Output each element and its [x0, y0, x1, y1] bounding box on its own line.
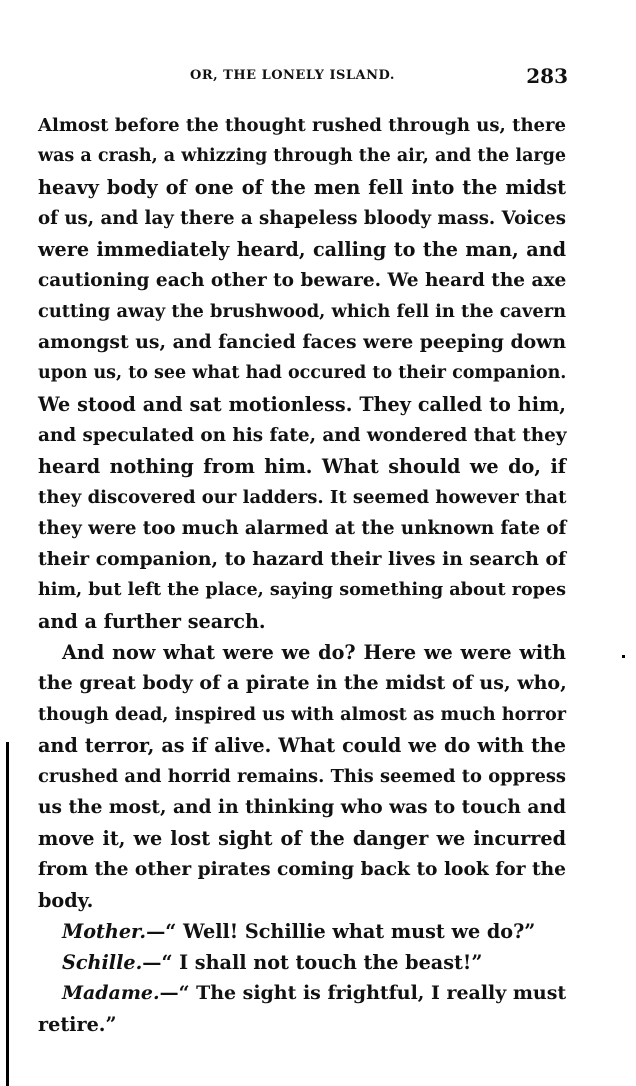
- text-line: him, but left the place, saying something about ropes: [38, 580, 566, 600]
- running-title: OR, THE LONELY ISLAND.: [190, 68, 395, 83]
- text-line: Almost before the thought rushed through us, there: [38, 115, 566, 136]
- dialogue-continuation: retire.”: [38, 1013, 117, 1036]
- speaker-name: Madame.: [62, 982, 160, 1004]
- text-line: heavy body of one of the men fell into the midst: [38, 176, 566, 199]
- dialogue-text: —“ Well! Schillie what must we do?”: [146, 920, 536, 943]
- text-line: heard nothing from him. What should we do, if: [38, 455, 566, 478]
- text-line: amongst us, and fancied faces were peeping down: [38, 331, 566, 353]
- text-line: us the most, and in thinking who was to touch and: [38, 797, 566, 818]
- dialogue-line: [38, 947, 566, 978]
- text-line: from the other pirates coming back to look for the: [38, 858, 566, 880]
- dialogue-text: —“ The sight is frightful, I really must: [159, 982, 567, 1004]
- text-line: And now what were we do? Here we were with: [62, 641, 566, 664]
- speaker-name: Schille.: [62, 951, 143, 974]
- scan-edge-rule: [6, 742, 9, 1086]
- dialogue-line: [38, 978, 566, 1009]
- text-line: and speculated on his fate, and wondered that they: [38, 425, 567, 446]
- page-header: [38, 64, 568, 94]
- text-line: crushed and horrid remains. This seemed to oppress: [38, 766, 566, 787]
- text-line: they discovered our ladders. It seemed however that: [38, 487, 567, 508]
- text-line: We stood and sat motionless. They called to him,: [38, 393, 566, 416]
- dialogue-line: [38, 916, 566, 947]
- dialogue-text: —“ I shall not touch the beast!”: [142, 951, 483, 974]
- text-line: and a further search.: [38, 610, 266, 633]
- text-line: were immediately heard, calling to the man, and: [38, 238, 566, 261]
- page-body: [38, 110, 566, 1040]
- speaker-name: Mother.: [62, 920, 147, 943]
- text-line: body.: [38, 889, 94, 912]
- text-line: cautioning each other to beware. We heard the axe: [38, 270, 567, 291]
- paragraph-2: [38, 637, 566, 916]
- dialogue: [38, 916, 566, 1040]
- page-number: 283: [526, 64, 568, 88]
- text-line: upon us, to see what had occured to their companion.: [38, 363, 567, 383]
- paragraph-1: [38, 110, 566, 637]
- text-line: of us, and lay there a shapeless bloody mass. Voices: [38, 208, 566, 229]
- text-line: the great body of a pirate in the midst of us, who,: [38, 672, 567, 694]
- scan-speck: [622, 655, 625, 658]
- text-line: was a crash, a whizzing through the air, and the large: [38, 146, 566, 166]
- text-line: though dead, inspired us with almost as much horror: [38, 704, 567, 725]
- text-line: cutting away the brushwood, which fell in the cavern: [38, 301, 566, 322]
- text-line: move it, we lost sight of the danger we incurred: [38, 827, 566, 850]
- text-line: they were too much alarmed at the unknown fate of: [38, 518, 567, 539]
- text-line: and terror, as if alive. What could we do with the: [38, 734, 566, 757]
- text-line: their companion, to hazard their lives in search of: [38, 548, 566, 570]
